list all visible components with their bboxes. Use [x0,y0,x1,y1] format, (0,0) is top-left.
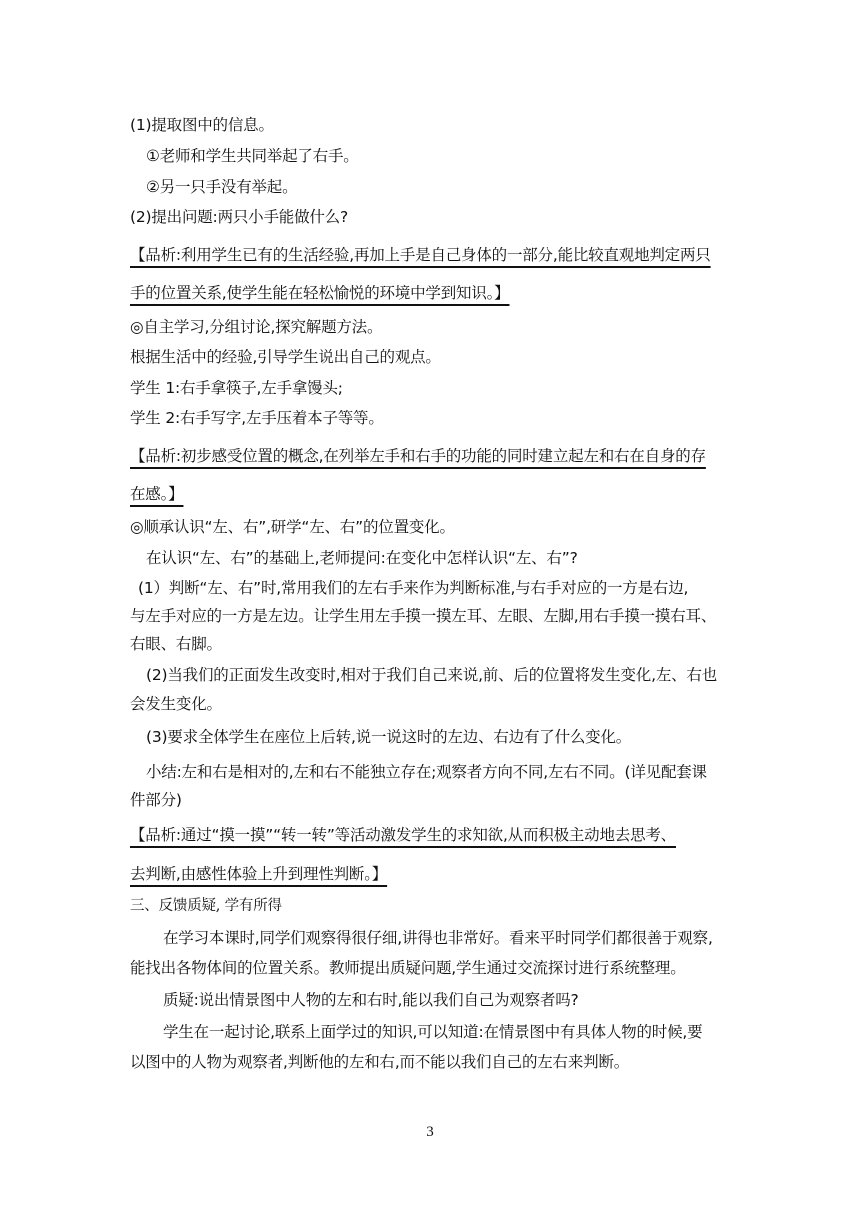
text-line: 右眼、右脚。 [130,635,222,653]
commentary-line: 手的位置关系,使学生能在轻松愉悦的环境中学到知识。】 [130,284,510,302]
page-number: 3 [426,1124,434,1140]
text-line: 小结:左和右是相对的,左和右不能独立存在;观察者方向不同,左右不同。(详见配套课 [146,763,707,781]
text-line: 学生 1:右手拿筷子,左手拿馒头; [130,379,343,397]
commentary-line: 在感。】 [130,485,184,503]
text-line: ②另一只手没有举起。 [146,178,298,196]
text-line: 会发生变化。 [130,695,222,713]
text-line: (1)提取图中的信息。 [130,116,274,134]
text-line: ◎自主学习,分组讨论,探究解题方法。 [130,318,383,336]
text-line: 在认识“左、右”的基础上,老师提问:在变化中怎样认识“左、右”? [146,549,578,567]
commentary-line: 【品析:利用学生已有的生活经验,再加上手是自己身体的一部分,能比较直观地判定两只 [130,246,711,264]
text-line: 根据生活中的经验,引导学生说出自己的观点。 [130,348,441,366]
commentary-line: 【品析:初步感受位置的概念,在列举左手和右手的功能的同时建立起左和右在自身的存 [130,447,706,465]
text-line: 与左手对应的一方是左边。让学生用左手摸一摸左耳、左眼、左脚,用右手摸一摸右耳、 [130,607,717,625]
text-line: 学生在一起讨论,联系上面学过的知识,可以知道:在情景图中有具体人物的时候,要 [163,1023,703,1041]
text-line: 以图中的人物为观察者,判断他的左和右,而不能以我们自己的左右来判断。 [130,1053,630,1071]
text-line: ①老师和学生共同举起了右手。 [146,147,359,165]
text-line: 件部分) [130,791,182,809]
commentary-line: 去判断,由感性体验上升到理性判断。】 [130,865,388,883]
text-line: (3)要求全体学生在座位上后转,说一说这时的左边、右边有了什么变化。 [146,728,632,746]
section-heading: 三、反馈质疑, 学有所得 [130,898,282,914]
text-line: 在学习本课时,同学们观察得很仔细,讲得也非常好。看来平时同学们都很善于观察, [163,929,713,947]
text-line: 质疑:说出情景图中人物的左和右时,能以我们自己为观察者吗? [163,991,579,1009]
commentary-line: 【品析:通过“摸一摸”“转一转”等活动激发学生的求知欲,从而积极主动地去思考、 [130,826,676,844]
text-line: 学生 2:右手写字,左手压着本子等等。 [130,409,384,427]
text-line: (1）判断“左、右”时,常用我们的左右手来作为判断标准,与右手对应的一方是右边, [138,579,689,597]
text-line: 能找出各物体间的位置关系。教师提出质疑问题,学生通过交流探讨进行系统整理。 [130,959,686,977]
text-line: ◎顺承认识“左、右”,研学“左、右”的位置变化。 [130,518,455,536]
text-line: (2)当我们的正面发生改变时,相对于我们自己来说,前、后的位置将发生变化,左、右也 [146,666,718,684]
text-line: (2)提出问题:两只小手能做什么? [130,208,349,226]
